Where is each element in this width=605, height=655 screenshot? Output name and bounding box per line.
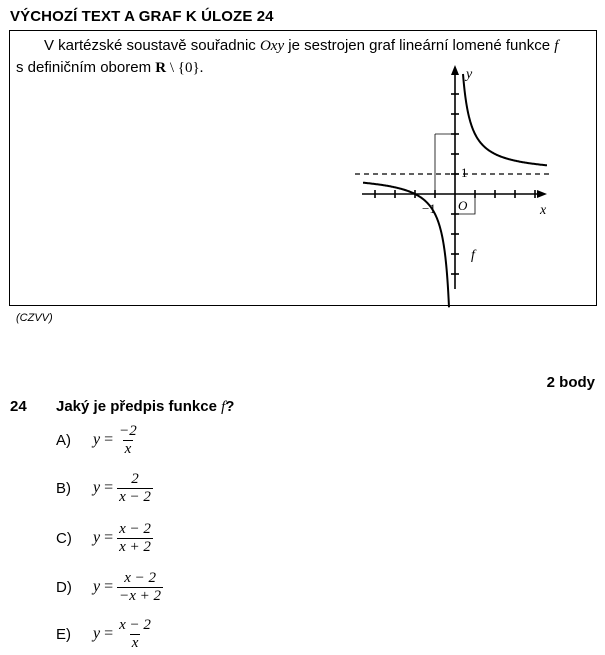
numerator: x − 2	[119, 520, 151, 537]
numerator: x − 2	[119, 616, 151, 633]
option-e[interactable]	[56, 614, 153, 654]
option-label: E)	[56, 625, 71, 643]
intro-text-part: s definičním oborem	[16, 59, 156, 76]
y-axis-label: y	[466, 67, 473, 82]
equals-sign: =	[104, 625, 114, 642]
denominator: x	[124, 440, 132, 457]
y-variable: y	[93, 529, 101, 546]
option-a[interactable]	[56, 420, 139, 460]
f-symbol: f	[554, 38, 559, 54]
numerator: −2	[119, 422, 137, 439]
option-label: B)	[56, 479, 71, 497]
equals-sign: =	[104, 431, 114, 448]
fraction	[117, 570, 163, 605]
equals-sign: =	[104, 578, 114, 595]
source-label: (CZVV)	[16, 312, 53, 324]
fraction	[117, 617, 153, 652]
fraction	[117, 423, 139, 458]
y-variable: y	[93, 578, 101, 595]
curve-right-branch	[463, 74, 547, 165]
points-label: 2 body	[546, 374, 595, 391]
intro-text-part: V kartézské soustavě souřadnic	[44, 37, 260, 54]
real-numbers-symbol: R	[155, 60, 167, 76]
x-axis-arrow	[537, 190, 547, 198]
question-text	[56, 398, 234, 416]
equals-sign: =	[104, 529, 114, 546]
option-label: A)	[56, 431, 71, 449]
x-axis-label: x	[540, 203, 547, 218]
denominator: x + 2	[119, 538, 151, 555]
numerator: 2	[131, 470, 139, 487]
equals-sign: =	[104, 479, 114, 496]
numerator: x − 2	[124, 569, 156, 586]
y-axis-arrow	[451, 65, 459, 75]
fraction	[117, 471, 153, 506]
denominator: x − 2	[119, 488, 151, 505]
minus-one-label: −1	[422, 201, 436, 216]
y-variable: y	[93, 479, 101, 496]
intro-line-1	[16, 35, 576, 57]
y-variable: y	[93, 625, 101, 642]
fraction	[117, 521, 153, 556]
function-graph	[340, 61, 550, 291]
question-number: 24	[10, 398, 27, 415]
denominator: −x + 2	[119, 587, 162, 604]
option-label: C)	[56, 529, 72, 547]
domain-set: \ {0}.	[166, 60, 204, 76]
one-label: 1	[461, 165, 468, 180]
y-variable: y	[93, 431, 101, 448]
task-heading: VÝCHOZÍ TEXT A GRAF K ÚLOZE 24	[10, 8, 274, 25]
intro-box	[9, 30, 597, 306]
option-label: D)	[56, 578, 72, 596]
curve-left-branch	[363, 183, 449, 308]
question-text-part: ?	[225, 398, 235, 415]
option-d[interactable]	[56, 567, 163, 607]
question-text-part: Jaký je předpis funkce	[56, 398, 222, 415]
f-symbol: f	[221, 399, 226, 415]
origin-label: O	[458, 198, 468, 213]
curve-f-label: f	[471, 248, 475, 263]
intro-text-part: je sestrojen graf lineární lomené funkce	[284, 37, 555, 54]
oxy-symbol: Oxy	[259, 38, 285, 54]
option-b[interactable]	[56, 468, 153, 508]
option-c[interactable]	[56, 518, 153, 558]
denominator: x	[131, 634, 139, 651]
helper-lines-left	[435, 134, 455, 194]
